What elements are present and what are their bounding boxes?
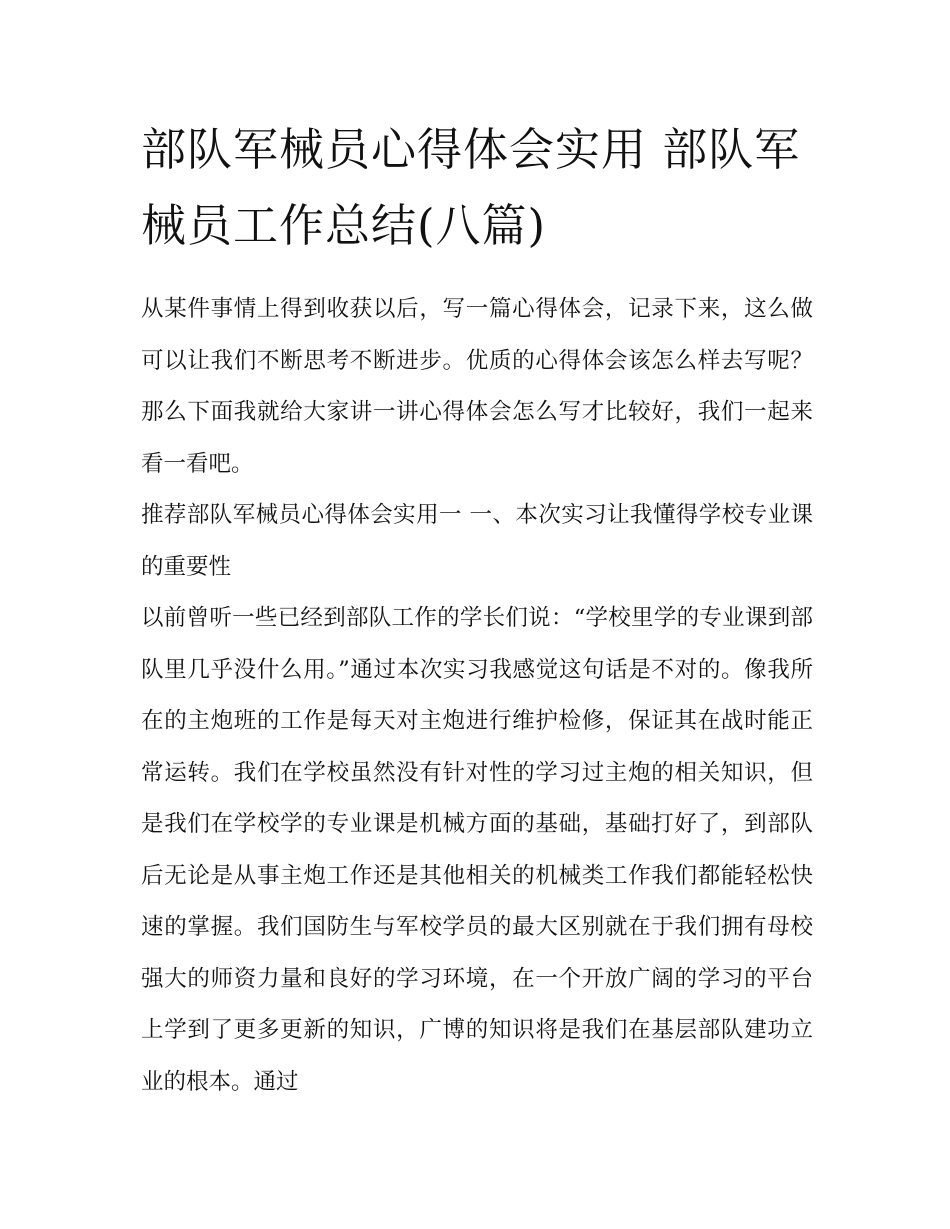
document-body	[141, 112, 813, 1108]
body-paragraph: 以前曾听一些已经到部队工作的学长们说：“学校里学的专业课到部队里几乎没什么用。”通过本次实习我感觉这句话是不对的。像我所在的主炮班的工作是每天对主炮进行维护检修，保证其在战时能正常运转。我们在学校虽然没有针对性的学习过主炮的相关知识，但是我们在学校学的专业课是机械方面的基础，基础打好了，到部队后无论是从事主炮工作还是其他相关的机械类工作我们都能轻松快速的掌握。我们国防生与军校学员的最大区别就在于我们拥有母校强大的师资力量和良好的学习环境，在一个开放广阔的学习的平台上学到了更多更新的知识，广博的知识将是我们在基层部队建功立业的根本。通过	[141, 605, 813, 1095]
intro-paragraph: 从某件事情上得到收获以后，写一篇心得体会，记录下来，这么做可以让我们不断思考不断进步。优质的心得体会该怎么样去写呢？那么下面我就给大家讲一讲心得体会怎么写才比较好，我们一起来看一看吧。	[141, 296, 813, 477]
section-heading-paragraph: 推荐部队军械员心得体会实用一 一、本次实习让我懂得学校专业课的重要性	[141, 502, 813, 580]
document-title: 部队军械员心得体会实用 部队军械员工作总结(八篇)	[141, 123, 801, 252]
